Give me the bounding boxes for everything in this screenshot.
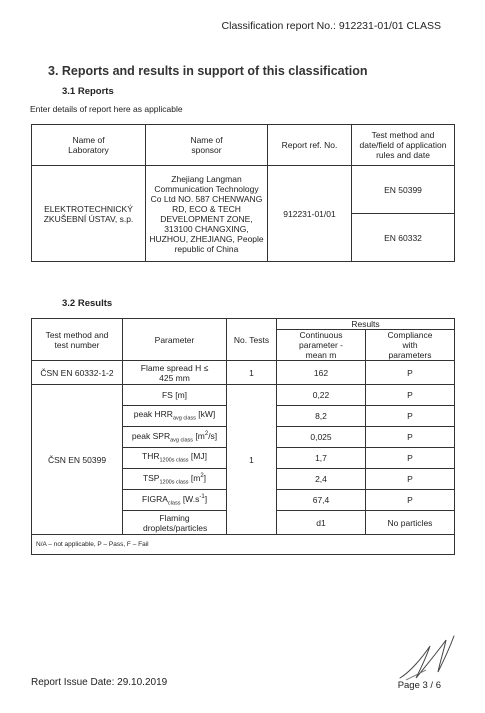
- test-method-60332: ČSN EN 60332-1-2: [32, 361, 123, 385]
- test-method-50399: ČSN EN 50399: [32, 385, 123, 535]
- header-parameter: Parameter: [123, 319, 227, 361]
- reports-heading: 3.1 Reports: [62, 86, 114, 97]
- header-results: Results: [277, 319, 455, 330]
- parameter-peak-hrr: peak $HRR_{avg class}$ [kW]: [123, 406, 227, 427]
- parameter-figra: $FIGRA_{class}$ $[W.s^{-1}]$: [123, 490, 227, 511]
- header-test-method: Test method and test number: [32, 319, 123, 361]
- header-sponsor: Name of sponsor: [146, 125, 268, 166]
- results-heading: 3.2 Results: [62, 298, 113, 309]
- parameter-tsp: $TSP_{1200s class}$ $[m^2]$: [123, 469, 227, 490]
- compliance-tsp: P: [366, 469, 455, 490]
- value-tsp: 2,4: [277, 469, 366, 490]
- header-no-tests: No. Tests: [227, 319, 277, 361]
- report-number-header: Classification report No.: 912231-01/01 CLASS: [221, 20, 441, 32]
- compliance-thr: P: [366, 448, 455, 469]
- header-continuous: Continuous parameter - mean m: [277, 330, 366, 361]
- compliance-peak-hrr: P: [366, 406, 455, 427]
- compliance-figra: P: [366, 490, 455, 511]
- page-number: Page 3 / 6: [397, 680, 441, 691]
- no-tests-50399: 1: [227, 385, 277, 535]
- compliance-fs: P: [366, 385, 455, 406]
- value-peak-spr: 0,025: [277, 427, 366, 448]
- compliance-flame-spread: P: [366, 361, 455, 385]
- section-title: 3. Reports and results in support of this classification: [48, 64, 368, 78]
- signature: [396, 628, 458, 688]
- parameter-peak-spr: peak $SPR_{avg class}$ $[m^2/s]$: [123, 427, 227, 448]
- value-figra: 67,4: [277, 490, 366, 511]
- header-compliance: Compliance with parameters: [366, 330, 455, 361]
- no-tests-60332: 1: [227, 361, 277, 385]
- value-fs: 0,22: [277, 385, 366, 406]
- header-test-method: Test method and date/field of application rules and date: [352, 125, 455, 166]
- table-note: N/A – not applicable, P – Pass, F – Fail: [32, 535, 455, 555]
- test-method-2: EN 60332: [352, 214, 455, 262]
- parameter-flame-spread: Flame spread H ≤ 425 mm: [123, 361, 227, 385]
- compliance-flaming-droplets: No particles: [366, 511, 455, 535]
- parameter-flaming-droplets: Flaming droplets/particles: [123, 511, 227, 535]
- value-flaming-droplets: d1: [277, 511, 366, 535]
- parameter-thr: $THR_{1200s class}$ [MJ]: [123, 448, 227, 469]
- value-thr: 1,7: [277, 448, 366, 469]
- results-table: [31, 318, 455, 555]
- parameter-fs: FS [m]: [123, 385, 227, 406]
- header-report-ref: Report ref. No.: [268, 125, 352, 166]
- reports-intro: Enter details of report here as applicable: [30, 104, 183, 114]
- value-peak-hrr: 8,2: [277, 406, 366, 427]
- report-ref-number: 912231-01/01: [268, 166, 352, 262]
- report-issue-date: Report Issue Date: 29.10.2019: [31, 677, 168, 688]
- header-laboratory: Name of Laboratory: [32, 125, 146, 166]
- laboratory-name: ELEKTROTECHNICKÝ ZKUŠEBNÍ ÚSTAV, s.p.: [32, 166, 146, 262]
- sponsor-name: Zhejiang Langman Communication Technology Co Ltd NO. 587 CHENWANG RD, ECO & TECH DEVELOPMENT ZONE, 313100 CHANGXING, HUZHOU, ZHEJIANG, People republic of China: [146, 166, 268, 262]
- value-flame-spread: 162: [277, 361, 366, 385]
- compliance-peak-spr: P: [366, 427, 455, 448]
- reports-table: [31, 124, 455, 262]
- test-method-1: EN 50399: [352, 166, 455, 214]
